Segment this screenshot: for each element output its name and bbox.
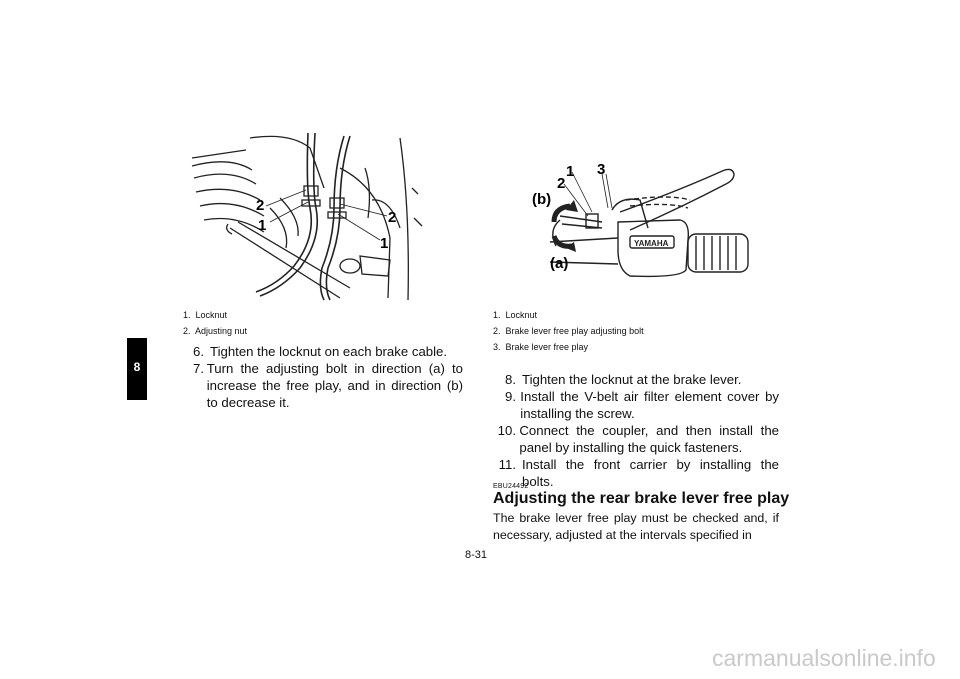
left-caption-item: 2. Adjusting nut — [183, 326, 248, 336]
left-figure-callout-1a: 1 — [258, 217, 267, 234]
left-figure-caption — [183, 307, 463, 339]
brake-cable-adjuster-figure — [190, 128, 425, 303]
section-code: EBU24492 — [493, 483, 529, 490]
watermark: carmanualsonline.info — [712, 645, 936, 671]
step-item: 10. Connect the coupler, and then install the panel by installing the quick fasteners. — [497, 423, 779, 455]
right-figure-callout-a: (a) — [550, 255, 569, 272]
right-figure-caption — [493, 307, 783, 355]
step-item: 11. Install the front carrier by installing the bolts. — [498, 457, 779, 489]
step-item: 6. Tighten the locknut on each brake cable. — [193, 344, 448, 359]
right-caption-item: 2. Brake lever free play adjusting bolt — [493, 326, 644, 336]
section-tab — [127, 338, 147, 400]
left-figure-callout-2b: 2 — [388, 209, 397, 226]
brand-logo-text: YAMAHA — [634, 239, 669, 248]
step-item: 9. Install the V-belt air filter element cover by installing the screw. — [505, 389, 779, 421]
section-tab-number: 8 — [133, 360, 141, 374]
right-figure-callout-b: (b) — [532, 191, 552, 208]
right-figure-callout-3: 3 — [597, 161, 606, 178]
section-heading: Adjusting the rear brake lever free play — [493, 490, 790, 507]
left-caption-item: 1. Locknut — [183, 310, 228, 320]
right-caption-item: 3. Brake lever free play — [493, 342, 589, 352]
left-figure-callout-1b: 1 — [380, 235, 389, 252]
step-item: 7. Turn the adjusting bolt in direction (a) to increase the free play, and in direction (b) to decrease it. — [193, 361, 463, 410]
brake-lever-figure — [530, 150, 760, 290]
right-figure-callout-2: 2 — [557, 175, 566, 192]
page-number: 8-31 — [465, 549, 488, 561]
body-paragraph: The brake lever free play must be checked and, if necessary, adjusted at the intervals specified in — [493, 511, 779, 542]
left-step-list — [183, 343, 463, 411]
step-item: 8. Tighten the locknut at the brake lever. — [505, 372, 742, 387]
right-step-list — [493, 371, 779, 490]
right-figure-callout-1: 1 — [566, 163, 575, 180]
right-caption-item: 1. Locknut — [493, 310, 538, 320]
left-figure-callout-2a: 2 — [256, 197, 265, 214]
